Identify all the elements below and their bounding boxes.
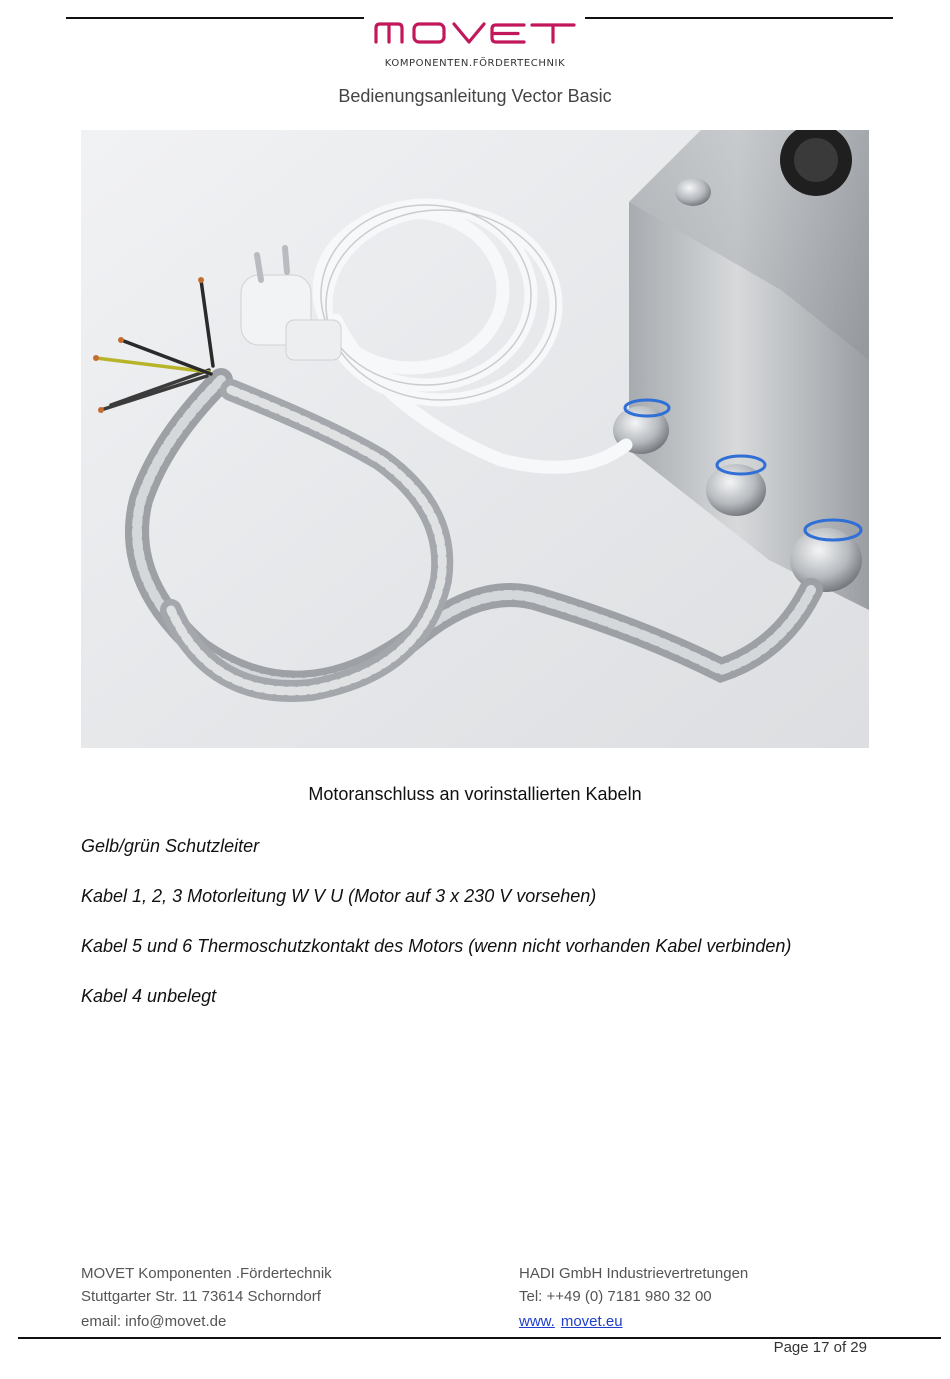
product-photo: [81, 130, 869, 748]
logo-subtitle: KOMPONENTEN.FÖRDERTECHNIK: [384, 58, 566, 69]
document-title: Bedienungsanleitung Vector Basic: [338, 86, 612, 106]
movet-logo-wordmark: [372, 18, 578, 46]
footer-address: Stuttgarter Str. 11 73614 Schorndorf: [81, 1288, 321, 1305]
body-line: Kabel 1, 2, 3 Motorleitung W V U (Motor auf 3 x 230 V vorsehen): [81, 886, 597, 906]
footer-partner: HADI GmbH Industrievertretungen: [519, 1265, 749, 1282]
body-line: Gelb/grün Schutzleiter: [81, 836, 260, 856]
header-rule-right: [585, 17, 893, 19]
figure-caption: Motoranschluss an vorinstallierten Kabeln: [308, 784, 642, 804]
page-number: Page 17 of 29: [773, 1339, 867, 1356]
body-line: Kabel 4 unbelegt: [81, 986, 217, 1006]
website-link-domain[interactable]: movet.eu: [560, 1313, 623, 1330]
footer-email: email: info@movet.de: [81, 1313, 227, 1330]
website-link-prefix[interactable]: www.: [519, 1313, 555, 1330]
body-line: Kabel 5 und 6 Thermoschutzkontakt des Motors (wenn nicht vorhanden Kabel verbinden): [81, 936, 792, 956]
movet-logo: [372, 18, 578, 72]
footer-tel: Tel: ++49 (0) 7181 980 32 00: [519, 1288, 712, 1305]
footer-website: [519, 1313, 629, 1330]
header-rule-left: [66, 17, 364, 19]
cable-photo-illustration: [81, 130, 869, 748]
footer-company: MOVET Komponenten .Fördertechnik: [81, 1265, 332, 1282]
